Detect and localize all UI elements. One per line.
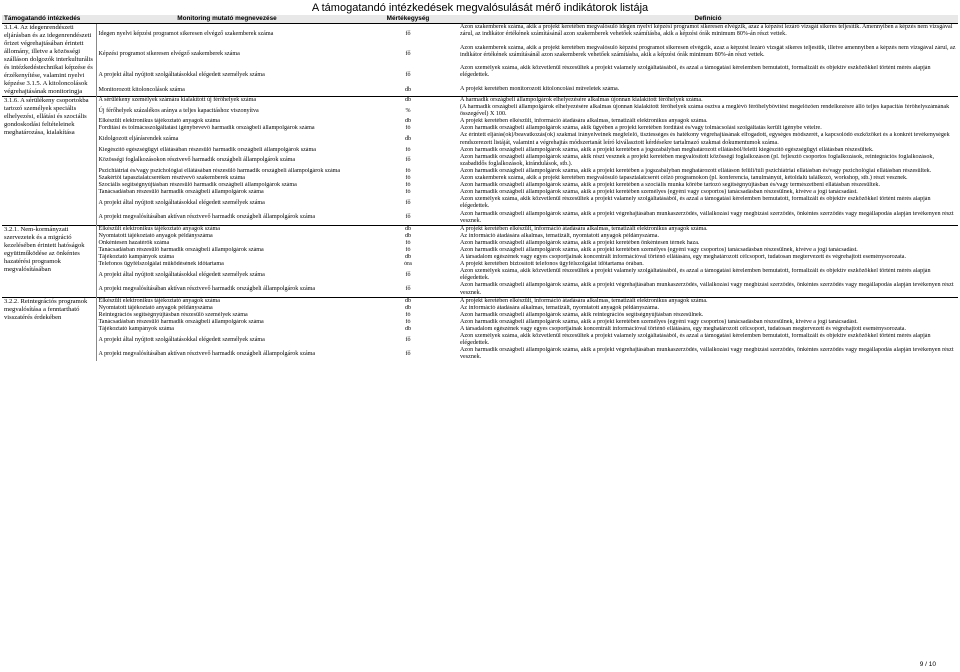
indicator-name: Képzési programot sikeresen elvégző szakemberek száma [98,51,240,58]
unit-cell: db [358,297,458,305]
unit-cell: fő [405,189,411,196]
unit-cell: fő [405,182,411,189]
indicator-name: Elkészült elektronikus tájékoztató anyagok száma [98,118,220,125]
column-header: Monitoring mutató megnevezése [96,15,358,24]
definition-cell: Azon szakemberek száma, akik a projekt keretében megvalósuló tapasztalatcserét célzó programokon (pl. konferencia, tanulmányút, kétoldalú találkozó, workshop, stb.) részt vesznek. [460,175,908,182]
table-row [2,240,958,247]
table-row [2,333,958,347]
indicator-name: Fordítási és tolmácsszolgáltatást igénybevevő harmadik országbeli állampolgárok száma [98,125,315,132]
definition-cell: Azon harmadik országbeli állampolgárok száma, akik a projekt keretében önkéntesen térnek haza. [460,239,700,246]
table-row [2,182,958,189]
unit-cell: fő [405,271,411,278]
definition-cell: A projekt keretében monitorozott kitoloncolási műveletek száma. [460,85,620,92]
unit-cell: db [358,225,458,233]
unit-cell: db [404,136,412,143]
table-row [2,305,958,312]
column-header: Támogatandó intézkedés [2,15,96,24]
indicator-name: A projekt által nyújtott szolgáltatásokkal elégedett személyek száma [98,271,265,278]
definition-cell: Azon harmadik országbeli állampolgárok száma, akik a projekt keretében személyes (egyéni vagy csoportos) tanácsadásban részesülnek, kivéve a jogi tanácsadást. [460,189,858,196]
table-row [2,125,958,132]
unit-cell: fő [405,311,411,318]
indicator-name: Kiegészítő egészségügyi ellátásában részesülő harmadik országbeli állampolgárok száma [98,146,316,153]
column-header: Definíció [458,15,958,24]
table-row [2,147,958,154]
definition-cell: Azon harmadik országbeli állampolgárok száma, akik reintegrációs segítségnyújtásban részesülnek. [460,311,704,318]
indicator-name: Idegen nyelvi képzési programot sikeresen elvégző szakemberek száma [96,24,358,45]
table-row [2,233,958,240]
table-row [2,118,958,125]
indicator-name: A projekt által nyújtott szolgáltatásokkal elégedett személyek száma [98,336,265,343]
page-title: A támogatandó intézkedések megvalósulását mérő indikátorok listája [311,2,649,14]
indicator-name: Nyomtatott tájékoztató anyagok példányszáma [98,232,213,239]
table-row [2,97,958,105]
definition-cell: Azon harmadik országbeli állampolgárok száma, akik a projekt keretében a jogszabályban meghatározott ellátásból/feletti kiegészítő egészségügyi ellátásban részesültek. [460,146,874,153]
measure-group-label: 3.1.4. Az idegenrendészeti eljárásban és az idegenrendészeti őrizet végrehajtásában érintett állomány, illetve a közösségi szálláson dolgozók interkulturális és intézkedéstechnikai képzése és érzékenyítése, valamint nyelvi képzése 3.1.5. A kitoloncolások végrehajtásának monitoringja [2,24,96,97]
indicator-name: A projekt megvalósításában aktívan résztvevő harmadik országbeli állampolgárok száma [98,350,316,357]
table-row [2,282,958,297]
table-row [2,297,958,305]
table-row [2,189,958,196]
table-row [2,65,958,85]
table-row [2,261,958,268]
table-row [2,154,958,168]
unit-cell: db [404,232,412,239]
unit-cell: db [404,87,412,94]
indicator-name: Monitorozott kitoloncolások száma [98,87,185,94]
indicator-name: Szociális segítségnyújtásban részesülő harmadik országbeli állampolgárok száma [98,182,297,189]
unit-cell: fő [405,167,411,174]
definition-cell: Azon harmadik országbeli állampolgárok száma, akik a projekt végrehajtásában munkaszerződés, vállalkozási vagy megbízási szerződés, önkéntes szerződés vagy megállapodás alapján tevékenyen részt vesznek. [460,210,954,224]
unit-cell: fő [405,157,411,164]
indicator-name: A projekt megvalósításában aktívan résztvevő harmadik országbeli állampolgárok száma [98,285,316,292]
measure-group-label: 3.1.6. A sérülékeny csoportokba tartozó személyek speciális elhelyezési, ellátási és szociális gondoskodási feltételeinek meghatározása, kialakítása [2,97,96,226]
definition-cell: Azon személyek száma, akik közvetlenül részesültek a projekt valamely szolgáltatásából, és azzal a támogatási kérelemben bemutatott, formalizált és objektív eszközökkel történt mérés alapján elégedettek. [460,268,931,282]
definition-cell: Az információ átadására alkalmas, tematizált, nyomtatott anyagok példányszáma. [460,232,659,239]
unit-cell: fő [405,318,411,325]
table-row [2,268,958,282]
indicator-name: Tanácsadásban részesülő harmadik országbeli állampolgárok száma [98,318,264,325]
unit-cell: fő [405,71,411,78]
unit-cell: fő [405,175,411,182]
indicator-name: Szakértői tapasztalatcseréken résztvevő szakemberek száma [98,175,246,182]
unit-cell: fő [405,125,411,132]
table-row [2,196,958,210]
measure-group-label: 3.2.1. Nem-kormányzati szervezetek és a migráció kezelésében érintett hatóságok együttműködése az önkéntes hazatérési programok megvalósításában [2,225,96,297]
definition-cell: Azon szakemberek száma, akik a projekt keretében megvalósuló idegen nyelvi képzési programot sikeresen elvégzik, azaz a képzést lezáró vizsgát sikeres teljesítik. Amennyiben a képzés nem vizsgával zárul, az indikátor értékének számításánál azon szakemberek vehetőek számításba, akik a képzési órák minimum 80%-án részt vettek. [458,24,958,45]
unit-cell: fő [405,199,411,206]
indicator-name: Tanácsadásban részesülő harmadik országbeli állampolgárok száma [98,189,264,196]
definition-cell: (A harmadik országbeli állampolgárok elhelyezésére alkalmas újonnan kialakított férőhelyek száma osztva a meglévő férőhelybővítést megelőzően rendelkezésre álló teljes kapacitás férőhelyszámának összegével) X 100. [460,104,950,118]
table-row [2,247,958,254]
unit-cell: db [358,97,458,105]
definition-cell: A harmadik országbeli állampolgárok elhelyezésére alkalmas újonnan kialakított férőhelyek száma. [458,97,958,105]
indicator-name: Tájékoztató kampányok száma [98,326,174,332]
unit-cell: fő [405,246,411,253]
unit-cell: db [404,254,412,261]
definition-cell: Azon harmadik országbeli állampolgárok száma, akik a projekt keretében a jogszabályban meghatározott ellátáson felüli/túli pszichiátriai ellátásban és/vagy pszichológiai ellátásban részesültek. [460,167,932,174]
definition-cell: Azon személyek száma, akik közvetlenül részesültek a projekt valamely szolgáltatásából, és azzal a támogatási kérelemben bemutatott, formalizált és objektív eszközökkel történt mérés alapján elégedettek. [460,333,931,347]
table-header-row [2,15,958,24]
definition-cell: Azon szakemberek száma, akik a projekt keretében megvalósuló képzési programot sikeresen elvégzik, azaz a képzést lezáró vizsgát sikeres teljesítik, illetve amennyiben a képzés nem vizsgával zárul, az indikátor értékének számításánál azon szakemberek vehetőek számításba, akik a képzési órák minimum 80%-án részt vettek. [460,44,956,58]
column-header: Mértékegység [358,15,458,24]
definition-cell: Azon harmadik országbeli állampolgárok száma, akik a projekt keretében személyes (egyéni vagy csoportos) tanácsadásban részesülnek, kivéve a jogi tanácsadást. [460,246,858,253]
unit-cell: óra [404,261,412,268]
definition-cell: Azon harmadik országbeli állampolgárok száma, akik a projekt végrehajtásában munkaszerződés, vállalkozási vagy megbízási szerződés, önkéntes szerződés vagy megállapodás alapján tevékenyen részt vesznek. [460,347,954,361]
definition-cell: Az információ átadására alkalmas, tematizált, nyomtatott anyagok példányszáma. [460,304,659,311]
definition-cell: Azon személyek száma, akik közvetlenül részesültek a projekt valamely szolgáltatásából, és azzal a támogatási kérelemben bemutatott, formalizált és objektív eszközökkel történt mérés alapján elégedettek. [460,65,931,79]
table-row [2,225,958,233]
unit-cell: fő [405,336,411,343]
indicator-table [2,15,958,361]
table-row [2,168,958,175]
indicator-name: A projekt megvalósításában aktívan résztvevő harmadik országbeli állampolgárok száma [98,214,316,221]
indicator-name: Elkészült elektronikus tájékoztató anyagok száma [96,297,358,305]
definition-cell: Azon személyek száma, akik közvetlenül részesültek a projekt valamely szolgáltatásából, és azzal a támogatási kérelemben bemutatott, formalizált és objektív eszközökkel történt mérés alapján elégedettek. [460,196,931,210]
table-row [2,347,958,361]
indicator-name: Új férőhelyek százalékos aránya a teljes kapacitáshoz viszonyítva [98,107,259,114]
unit-cell: fő [405,51,411,58]
page-number: 9 / 10 [919,661,936,668]
indicator-name: A projekt által nyújtott szolgáltatásokkal elégedett személyek száma [98,199,265,206]
indicator-name: Közösségi foglalkozásokon résztvevő harmadik országbeli állampolgárok száma [98,157,296,164]
table-row [2,86,958,97]
table-row [2,254,958,261]
indicator-name: Pszichiátriai és/vagy pszichológiai ellátásában részesülő harmadik országbeli állampolgárok száma [98,167,341,174]
measure-group-label: 3.2.2. Reintegrációs programok megvalósítása a fenntartható visszatérés érdekében [2,297,96,361]
table-row [2,312,958,319]
indicator-name: Önkéntesen hazatérők száma [98,239,170,246]
unit-cell: fő [405,285,411,292]
unit-cell: db [404,118,412,125]
definition-cell: A projekt keretében elkészült, információ átadására alkalmas, tematizált elektronikus anyagok száma. [458,297,958,305]
indicator-name: Tájékoztató kampányok száma [98,254,174,261]
indicator-name: Elkészült elektronikus tájékoztató anyagok száma [96,225,358,233]
table-row [2,175,958,182]
table-row [2,24,958,45]
unit-cell: fő [405,350,411,357]
unit-cell: fő [405,146,411,153]
table-row [2,319,958,326]
table-row [2,132,958,146]
table-row [2,326,958,333]
definition-cell: Az érintett eljárás(ok)/beavatkozás(ok) szakmai irányelveinek megfelelő, tisztességes és hatékony végrehajtásának elfogadott, egységes módszerét, a kapcsolódó eszközöket és a konkrét tevékenységek rendszerezett listáját, valamint a végrehajtás módszertanát leíró kiválasztott kérdésekre tartalmazó szakmai dokumentumok száma. [460,132,950,146]
table-body [2,24,958,362]
table-row [2,104,958,118]
unit-cell: db [404,304,412,311]
unit-cell: db [404,326,412,332]
indicator-name: Reintegrációs segítségnyújtásban részesülő személyek száma [98,311,248,318]
definition-cell: A projekt keretében elkészült, információ átadására alkalmas, tematizált elektronikus anyagok száma. [460,118,708,125]
unit-cell: fő [405,214,411,221]
definition-cell: Azon harmadik országbeli állampolgárok száma, akik ügyében a projekt keretében fordítást és/vagy tolmácsolási szolgáltatás került igénybe vételre. [460,125,822,132]
definition-cell: Azon harmadik országbeli állampolgárok száma, akik a projekt végrehajtásában munkaszerződés, vállalkozási vagy megbízási szerződés, önkéntes szerződés vagy megállapodás alapján tevékenyen részt vesznek. [460,282,954,296]
definition-cell: A projekt keretében elkészült, információ átadására alkalmas, tematizált elektronikus anyagok száma. [458,225,958,233]
indicator-name: A projekt által nyújtott szolgáltatásokkal elégedett személyek száma [98,71,265,78]
table-row [2,211,958,226]
unit-cell: fő [405,239,411,246]
indicator-name: Telefonos ügyfélszolgálat működésének időtartama [98,261,224,268]
unit-cell: % [405,107,411,114]
indicator-name: A sérülékeny személyek számára kialakított új férőhelyek száma [96,97,358,105]
definition-cell: A társadalom egészének vagy egyes csoportjainak koncentrált információval történő ellátására, egy meghatározott célcsoport, tudatosan megtervezett és végrehajtott eseménysorozata. [460,254,907,261]
indicator-name: Kidolgozott eljárásrendek száma [98,136,179,143]
definition-cell: Azon harmadik országbeli állampolgárok száma, akik a projekt keretében személyes (egyéni vagy csoportos) tanácsadásban részesülnek, kivéve a jogi tanácsadást. [460,318,858,325]
unit-cell: fő [358,24,458,45]
definition-cell: Azon harmadik országbeli állampolgárok száma, akik a projekt keretében a szociális munka körébe tartozó segítségnyújtásban és/vagy természetbeni ellátásban részesültek. [460,182,880,189]
indicator-name: Nyomtatott tájékoztató anyagok példányszáma [98,304,213,311]
indicator-name: Tanácsadásban részesülő harmadik országbeli állampolgárok száma [98,246,264,253]
table-row [2,45,958,65]
definition-cell: A projekt keretében biztosított telefonos ügyfélszolgálat időtartama órában. [460,261,644,268]
definition-cell: A társadalom egészének vagy egyes csoportjainak koncentrált információval történő ellátására, egy meghatározott célcsoport, tudatosan megtervezett és végrehajtott eseménysorozata. [460,326,907,332]
definition-cell: Azon harmadik országbeli állampolgárok száma, akik részt vesznek a projekt keretében megvalósított közösségi foglalkozáson (pl. fejlesztő csoportos foglalkozások, reintegrációs foglalkozások, szabadidős foglalkozások, kirándulások, stb.). [460,153,934,167]
